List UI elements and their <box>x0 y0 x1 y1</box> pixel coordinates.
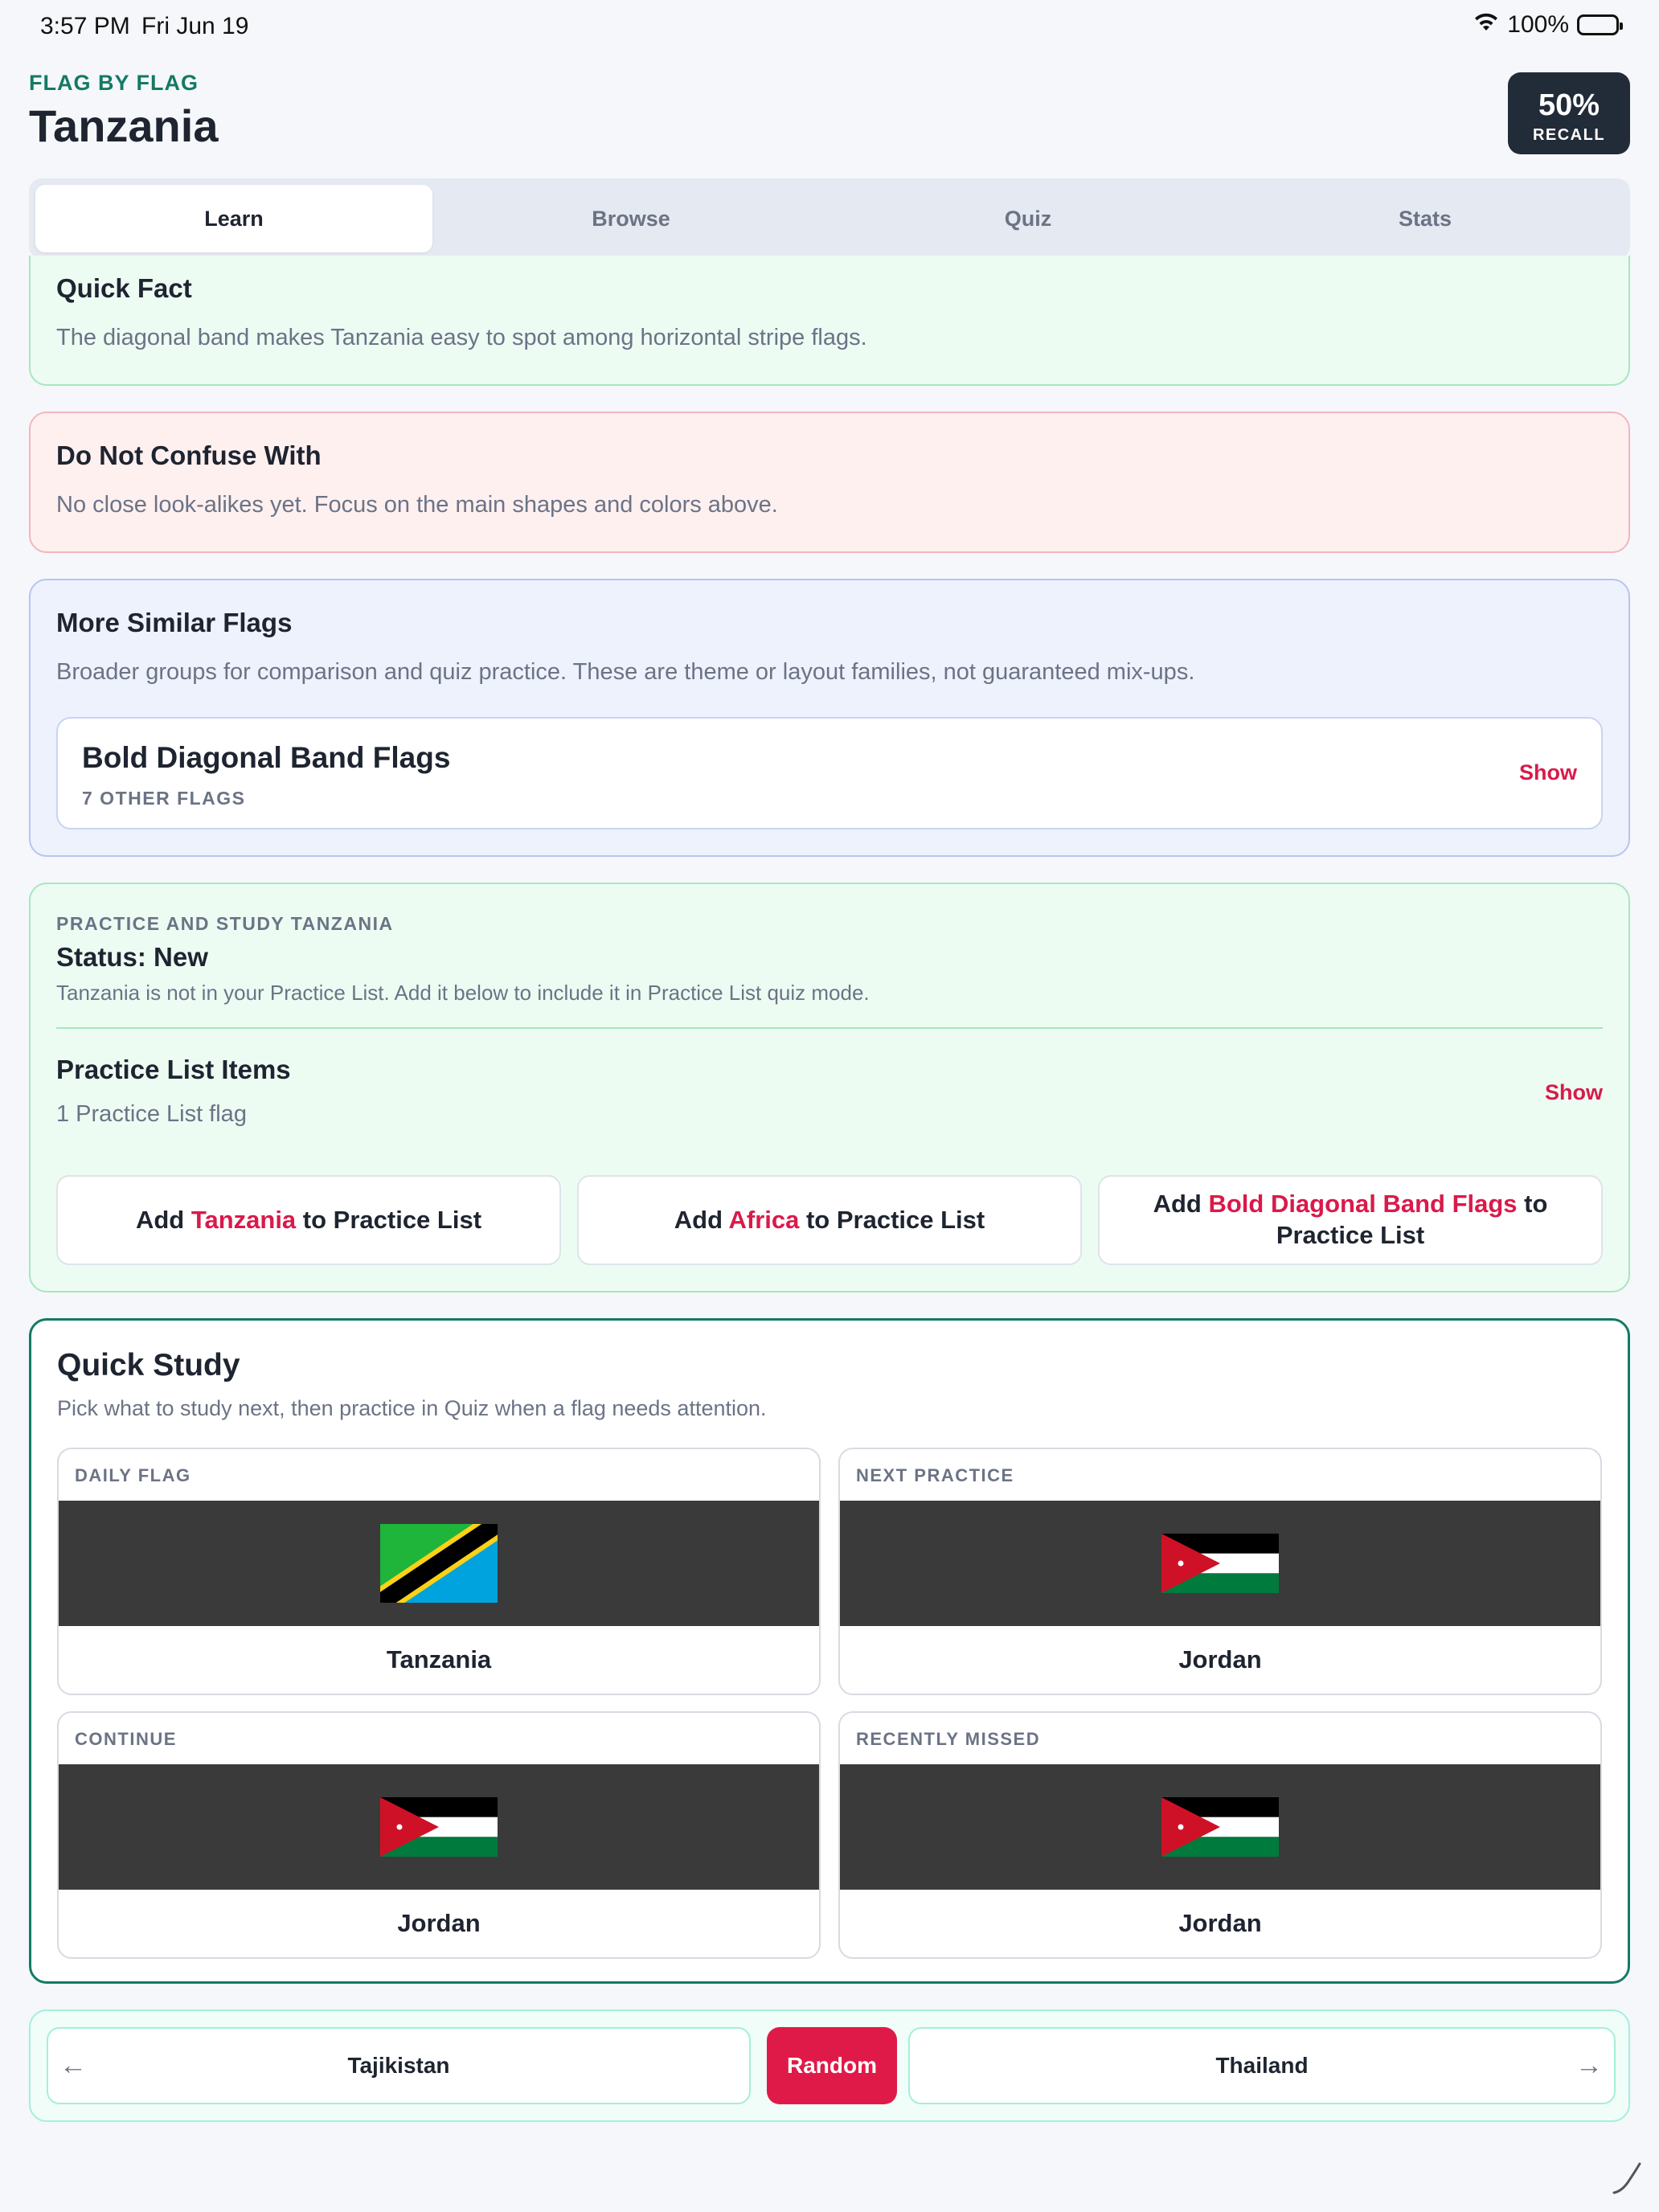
quick-fact-title: Quick Fact <box>56 273 192 303</box>
quick-fact-text: The diagonal band makes Tanzania easy to spot among horizontal stripe flags. <box>56 325 867 350</box>
status-right <box>1473 11 1619 39</box>
previous-flag-button[interactable] <box>47 2027 751 2104</box>
tile-flag-name: Jordan <box>1178 1645 1262 1673</box>
practice-list-title: Practice List Items <box>56 1055 291 1084</box>
similar-group-card[interactable] <box>56 717 1603 830</box>
random-flag-button[interactable]: Random <box>767 2027 897 2104</box>
add-tanzania-button[interactable] <box>56 1175 561 1265</box>
recall-label: RECALL <box>1532 126 1606 144</box>
practice-divider <box>56 1027 1603 1029</box>
tab-browse[interactable]: Browse <box>592 206 670 231</box>
quick-study-title: Quick Study <box>57 1348 240 1382</box>
status-time: 3:57 PM <box>40 13 130 39</box>
similar-flags-title: More Similar Flags <box>56 608 293 637</box>
similar-group-show-button[interactable]: Show <box>1519 760 1577 784</box>
flag-band <box>59 1501 819 1626</box>
arrow-left-icon: ← <box>59 2050 87 2081</box>
tile-label: CONTINUE <box>75 1729 177 1749</box>
quick-study-card <box>29 1318 1630 1984</box>
tab-stats[interactable]: Stats <box>1398 206 1452 231</box>
add-bold-diagonal-band-button[interactable] <box>1098 1175 1603 1265</box>
status-bar <box>0 0 1659 51</box>
tile-flag-name: Jordan <box>397 1909 481 1937</box>
practice-eyebrow: PRACTICE AND STUDY TANZANIA <box>56 913 394 934</box>
study-tile-recently-missed[interactable] <box>838 1711 1602 1959</box>
app-brand: FLAG BY FLAG <box>29 71 199 95</box>
jordan-flag-icon <box>380 1797 498 1857</box>
tab-learn[interactable]: Learn <box>35 185 432 252</box>
study-tile-next-practice[interactable] <box>838 1448 1602 1695</box>
practice-status: Status: New <box>56 942 208 972</box>
tile-flag-name: Tanzania <box>386 1645 492 1673</box>
status-date: Fri Jun 19 <box>141 13 249 39</box>
flag-band <box>840 1764 1600 1890</box>
tile-label: DAILY FLAG <box>75 1465 191 1485</box>
add-button-text: Add Africa to Practice List <box>674 1205 985 1234</box>
page-title: Tanzania <box>29 100 219 151</box>
tile-flag-name: Jordan <box>1178 1909 1262 1937</box>
recall-badge[interactable] <box>1508 72 1630 154</box>
add-button-text: Add Bold Diagonal Band Flags to Practice List <box>1153 1190 1548 1249</box>
study-tile-daily-flag[interactable] <box>57 1448 821 1695</box>
tile-label: RECENTLY MISSED <box>856 1729 1041 1749</box>
next-flag-label: Thailand <box>1215 2053 1309 2078</box>
next-flag-button[interactable] <box>908 2027 1616 2104</box>
tanzania-flag-icon <box>380 1524 498 1603</box>
practice-list-count: 1 Practice List flag <box>56 1101 247 1127</box>
quick-study-text: Pick what to study next, then practice in Quiz when a flag needs attention. <box>57 1396 767 1420</box>
flag-band <box>840 1501 1600 1626</box>
similar-group-count: 7 OTHER FLAGS <box>82 788 246 809</box>
jordan-flag-icon <box>1161 1797 1279 1857</box>
battery-percent: 100% <box>1507 11 1569 38</box>
practice-card <box>29 883 1630 1292</box>
practice-status-text: Tanzania is not in your Practice List. Add it below to include it in Practice List quiz mode. <box>56 981 870 1005</box>
similar-flags-card <box>29 579 1630 857</box>
flag-navigation-bar <box>29 2009 1630 2122</box>
flag-band <box>59 1764 819 1890</box>
previous-flag-label: Tajikistan <box>347 2053 450 2078</box>
add-africa-button[interactable] <box>577 1175 1082 1265</box>
tile-label: NEXT PRACTICE <box>856 1465 1014 1485</box>
study-tile-continue[interactable] <box>57 1711 821 1959</box>
do-not-confuse-card <box>29 412 1630 553</box>
quick-fact-card <box>29 256 1630 386</box>
jordan-flag-icon <box>1161 1534 1279 1593</box>
similar-flags-text: Broader groups for comparison and quiz practice. These are theme or layout families, not guaranteed mix-ups. <box>56 659 1195 685</box>
arrow-right-icon: → <box>1575 2050 1603 2081</box>
add-button-text: Add Tanzania to Practice List <box>135 1205 482 1234</box>
tab-bar <box>29 178 1630 259</box>
do-not-confuse-text: No close look-alikes yet. Focus on the main shapes and colors above. <box>56 492 778 518</box>
battery-icon <box>1577 14 1619 35</box>
pencil-scribble-icon <box>1611 2161 1643 2200</box>
practice-list-show-button[interactable]: Show <box>1545 1080 1603 1104</box>
wifi-icon <box>1473 11 1499 39</box>
tab-quiz[interactable]: Quiz <box>1004 206 1052 231</box>
recall-percent: 50% <box>1538 88 1600 122</box>
similar-group-title: Bold Diagonal Band Flags <box>82 741 451 774</box>
do-not-confuse-title: Do Not Confuse With <box>56 440 322 470</box>
